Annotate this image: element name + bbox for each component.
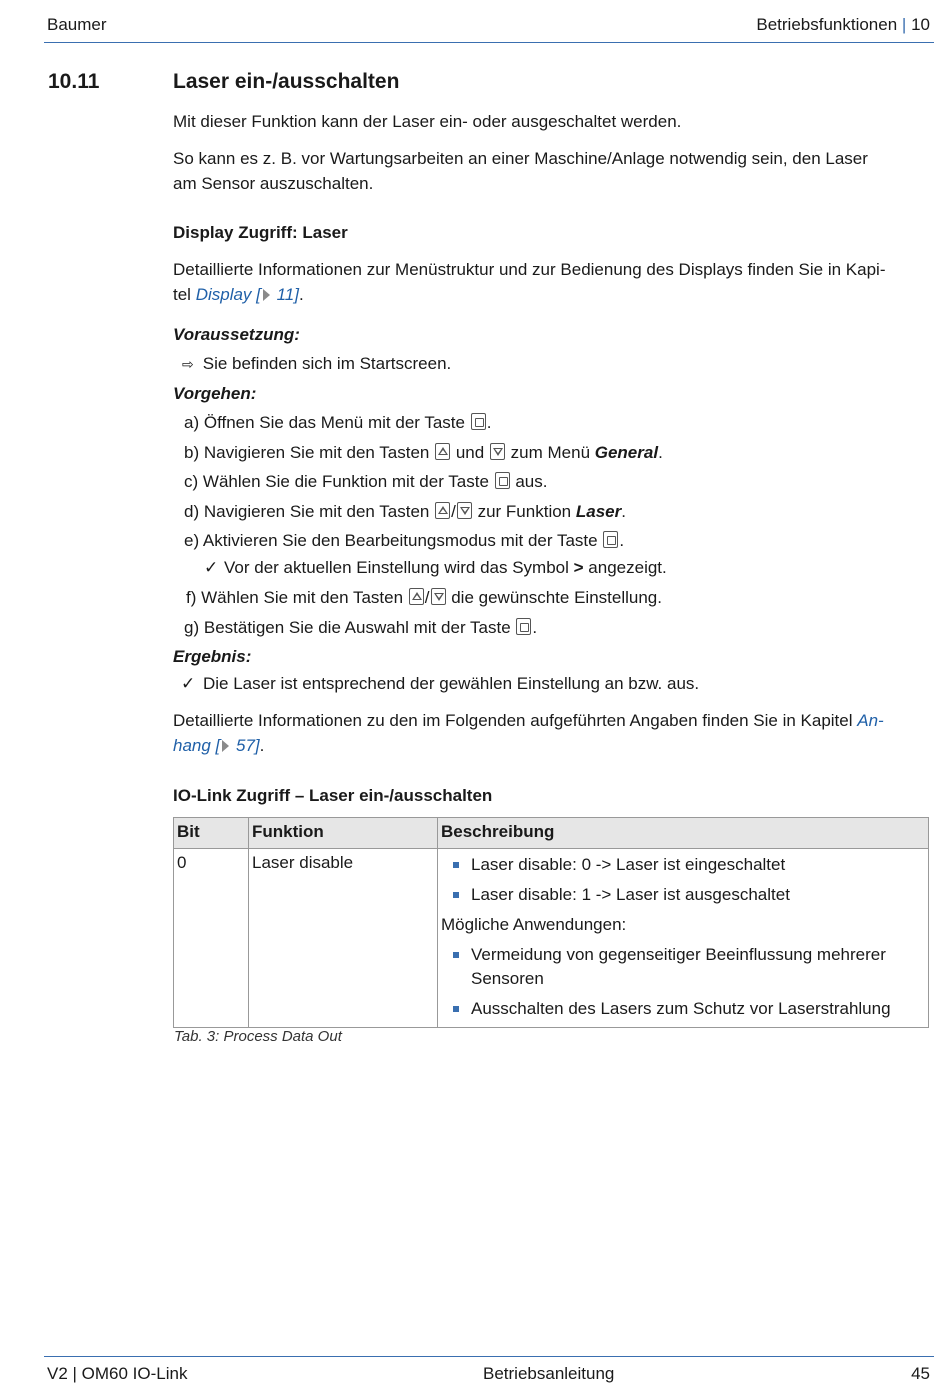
- enter-key-icon: [495, 472, 510, 489]
- step-letter: e): [184, 531, 200, 550]
- intro-paragraph-2-line-1: So kann es z. B. vor Wartungsarbeiten an einer Maschine/Anlage notwendig sein, den Laser: [173, 149, 868, 168]
- step-text-end: .: [621, 502, 626, 521]
- cell-bit: 0: [174, 849, 249, 1028]
- step-text: Bestätigen Sie die Auswahl mit der Taste: [203, 618, 516, 637]
- step-text-mid2: zum Menü: [505, 443, 595, 462]
- cell-function: Laser disable: [249, 849, 438, 1028]
- step-text: Navigieren Sie mit den Tasten: [203, 502, 435, 521]
- column-header-function: Funktion: [249, 818, 438, 849]
- step-f: [186, 588, 662, 608]
- column-header-bit: Bit: [174, 818, 249, 849]
- step-text: Wählen Sie mit den Tasten: [201, 588, 408, 607]
- step-text: Navigieren Sie mit den Tasten: [203, 443, 435, 462]
- checkmark-icon: ✓: [181, 674, 196, 693]
- appendix-link-part-2: hang [: [173, 736, 221, 755]
- footer-left: V2 | OM60 IO-Link: [47, 1364, 188, 1383]
- step-text-end: .: [658, 443, 663, 462]
- table-row: [174, 849, 929, 1028]
- step-result-end: angezeigt.: [583, 558, 667, 577]
- slash: /: [424, 588, 430, 607]
- appendix-ref-suffix: .: [259, 736, 265, 755]
- appendix-link-part-1[interactable]: An-: [857, 711, 884, 730]
- step-result-text: Vor der aktuellen Einstellung wird das Symbol: [224, 558, 574, 577]
- enter-key-icon: [516, 618, 531, 635]
- display-link-page: 11]: [271, 285, 299, 304]
- list-item: Laser disable: 0 -> Laser ist eingeschaltet: [441, 853, 925, 877]
- header-section: Betriebsfunktionen: [756, 15, 898, 34]
- step-letter: b): [184, 443, 200, 462]
- process-data-table: [173, 817, 929, 1028]
- list-item: Vermeidung von gegenseitiger Beeinflussung mehrerer Sensoren: [441, 943, 925, 991]
- menu-name-general: General: [594, 443, 659, 462]
- list-item: Laser disable: 1 -> Laser ist ausgeschaltet: [441, 883, 925, 907]
- appendix-link[interactable]: [173, 736, 260, 755]
- display-access-line-2: [173, 285, 304, 305]
- display-chapter-link[interactable]: [196, 285, 299, 304]
- intro-paragraph-2-line-2: am Sensor auszuschalten.: [173, 174, 374, 193]
- enter-key-icon: [471, 413, 486, 430]
- symbol-greater-than: >: [573, 558, 584, 577]
- step-c: [184, 472, 547, 492]
- appendix-ref-line-2: [173, 736, 264, 756]
- footer-center: Betriebsanleitung: [483, 1364, 615, 1383]
- procedure-label: Vorgehen:: [173, 384, 257, 403]
- display-access-line-1: Detaillierte Informationen zur Menüstruktur und zur Bedienung des Displays finden Sie in Kapi-: [173, 260, 886, 279]
- down-key-icon: [490, 443, 505, 460]
- section-number: 10.11: [48, 70, 100, 93]
- intro-paragraph-1: Mit dieser Funktion kann der Laser ein- oder ausgeschaltet werden.: [173, 112, 682, 131]
- result-label: Ergebnis:: [173, 647, 252, 666]
- step-letter: f): [186, 588, 197, 607]
- step-letter: g): [184, 618, 200, 637]
- up-key-icon: [435, 502, 450, 519]
- result-item: [181, 674, 699, 694]
- step-text-mid: und: [451, 443, 489, 462]
- header-chapter: 10: [911, 15, 930, 34]
- step-letter: a): [184, 413, 200, 432]
- step-text-end: die gewünschte Einstellung.: [446, 588, 662, 607]
- step-text-end: .: [532, 618, 538, 637]
- display-link-text: Display [: [195, 285, 261, 304]
- table-caption: Tab. 3: Process Data Out: [174, 1028, 342, 1045]
- header-separator: |: [901, 15, 907, 34]
- step-letter: c): [184, 472, 199, 491]
- prerequisite-text: Sie befinden sich im Startscreen.: [202, 354, 452, 373]
- appendix-link-page: 57]: [231, 736, 260, 755]
- step-a: [184, 413, 491, 433]
- step-text: Öffnen Sie das Menü mit der Taste: [203, 413, 470, 432]
- result-text: Die Laser ist entsprechend der gewählen Einstellung an bzw. aus.: [203, 674, 700, 693]
- step-b: [184, 443, 663, 463]
- checkmark-icon: ✓: [204, 558, 219, 577]
- step-text: Aktivieren Sie den Bearbeitungsmodus mit der Taste: [202, 531, 603, 550]
- appendix-ref-text: Detaillierte Informationen zu den im Folgenden aufgeführten Angaben finden Sie in Kapitel: [173, 711, 858, 730]
- appendix-ref-line-1: [173, 711, 884, 731]
- up-key-icon: [435, 443, 450, 460]
- list-item: Ausschalten des Lasers zum Schutz vor Laserstrahlung: [441, 997, 925, 1021]
- step-text-end: aus.: [510, 472, 548, 491]
- prerequisite-item: [182, 354, 451, 374]
- step-text-mid: zur Funktion: [472, 502, 576, 521]
- table-header-row: [174, 818, 929, 849]
- step-d: [184, 502, 626, 522]
- footer-page-number: 45: [911, 1364, 930, 1383]
- step-e-result: [204, 558, 667, 578]
- display-access-heading: Display Zugriff: Laser: [173, 223, 348, 242]
- description-subheading: Mögliche Anwendungen:: [441, 915, 627, 934]
- prerequisite-label: Voraussetzung:: [173, 325, 300, 344]
- cell-description: [438, 849, 929, 1028]
- page-ref-triangle-icon: [263, 289, 270, 301]
- io-link-heading: IO-Link Zugriff – Laser ein-/ausschalten: [173, 786, 493, 805]
- step-text-end: .: [619, 531, 625, 550]
- step-text: Wählen Sie die Funktion mit der Taste: [202, 472, 494, 491]
- step-g: [184, 618, 537, 638]
- header-left: Baumer: [47, 15, 107, 34]
- arrow-right-outline-icon: ⇨: [182, 356, 194, 372]
- header-rule: [44, 42, 934, 43]
- step-letter: d): [184, 502, 200, 521]
- display-access-suffix: .: [298, 285, 304, 304]
- header-right: [756, 15, 930, 35]
- footer-rule: [44, 1356, 934, 1357]
- function-name-laser: Laser: [575, 502, 622, 521]
- up-key-icon: [409, 588, 424, 605]
- step-e: [184, 531, 624, 551]
- display-access-prefix: tel: [173, 285, 196, 304]
- step-text-end: .: [486, 413, 492, 432]
- page-ref-triangle-icon: [222, 740, 229, 752]
- slash: /: [451, 502, 456, 521]
- enter-key-icon: [603, 531, 618, 548]
- down-key-icon: [431, 588, 446, 605]
- section-title: Laser ein-/ausschalten: [173, 70, 400, 93]
- down-key-icon: [457, 502, 472, 519]
- column-header-description: Beschreibung: [438, 818, 929, 849]
